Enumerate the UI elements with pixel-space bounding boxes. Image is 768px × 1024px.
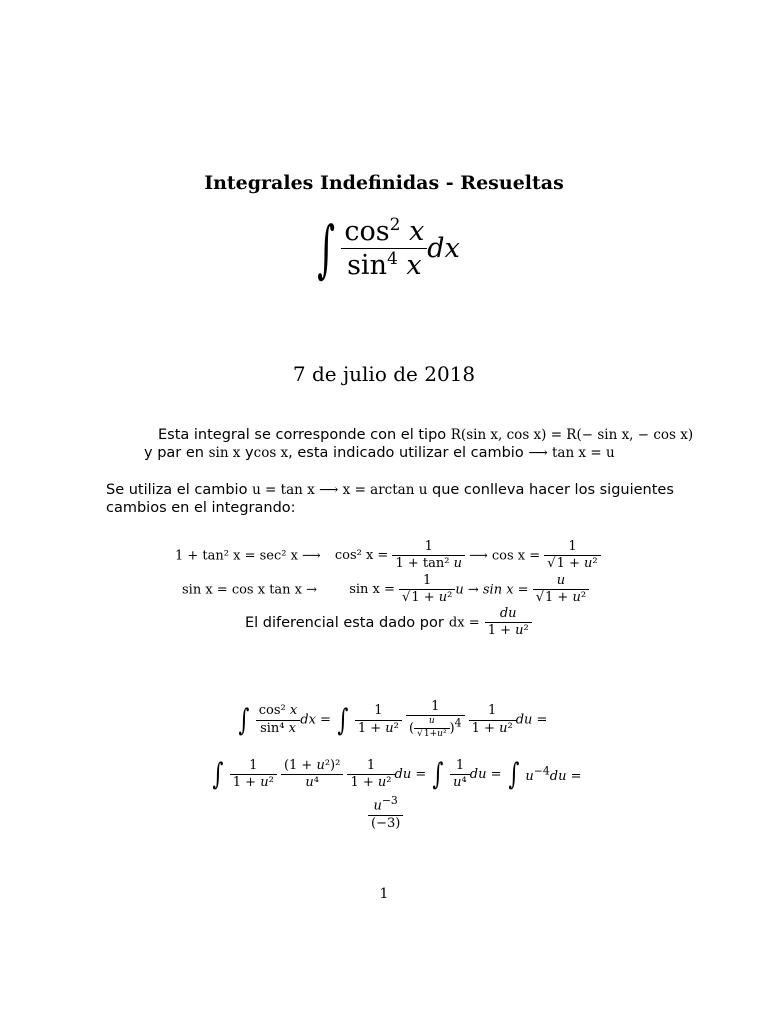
main-integral: ∫ $\frac{\cos^2 x}{\sin^4 x}$ dx — [317, 212, 460, 285]
integrand-fraction: $\frac{\cos^2 x}{\sin^4 x}$ — [341, 216, 427, 280]
substitution-row2: ∫ $\frac{1}{\text{1 + u²}}$ $\frac{\text{(1 + u²)²}}{\text{u⁴}}$ $\frac{1}{\text{1 + u²}}$ du = ∫ $\frac{1}{\text{u⁴}}$ du = ∫ $u^{-4}du$ = — [212, 757, 582, 792]
integral-sign: ∫ — [317, 212, 336, 285]
para1-line1: Esta integral se corresponde con el tipo R(sin x, cos x) = R(− sin x, − cos x) — [158, 427, 694, 443]
para2-line1: Se utiliza el cambio u = tan x ⟶ x = arctan u que conlleva hacer los siguientes — [106, 482, 674, 498]
derivation-row2: sin x = cos x tan x → sin x = $\frac{1}{\text{√1 + u²}}$ u → sin x = $\frac{u}{\text{√1 + u²}}$ — [182, 574, 589, 606]
para2-line2: cambios en el integrando: — [106, 500, 296, 516]
differential-line: El diferencial esta dado por dx = $\frac{du}{\text{1 + u²}}$ — [245, 607, 532, 639]
result-fraction: $\frac{u^{-3}}{(-3)}$ — [368, 795, 403, 831]
document-date: 7 de julio de 2018 — [292, 362, 476, 386]
page-number: 1 — [379, 886, 389, 902]
para1-line2: y par en sin x ycos x, esta indicado utilizar el cambio ⟶ tan x = u — [144, 445, 615, 461]
document-title: Integrales Indefinidas - Resueltas — [204, 172, 564, 194]
substitution-row1: ∫ $\frac{\text{cos² x}}{\text{sin⁴ x}}$ dx = ∫ $\frac{1}{\text{1 + u²}}$ 1 ( $\frac{u}{\text{√1+u²}}$ )$^4$ $\frac{1}{\text{1 + u²}}$ du = — [238, 699, 548, 740]
derivation-row1: 1 + tan² x = sec² x ⟶ cos² x = $\frac{1}{\text{1 + tan² u}}$ ⟶ cos x = $\frac{1}{\text{√1 + u²}}$ — [175, 540, 601, 572]
